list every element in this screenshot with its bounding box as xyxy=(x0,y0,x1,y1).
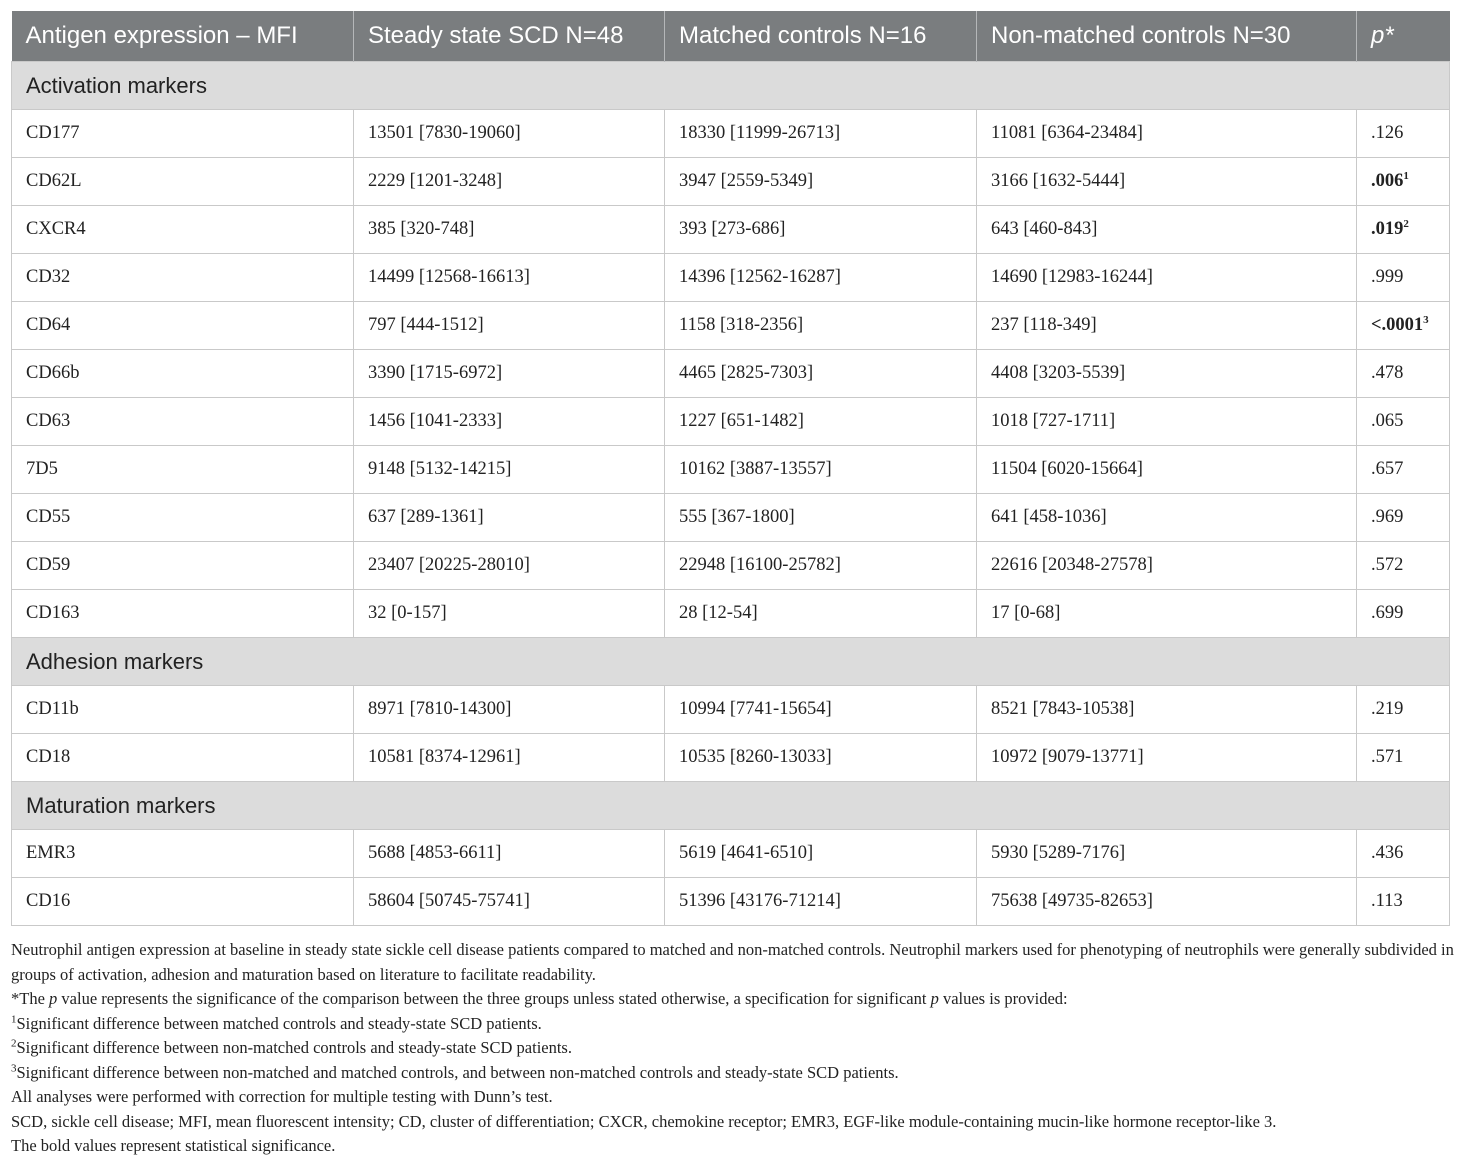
table-row xyxy=(12,878,1450,926)
antigen-expression-table-container xyxy=(11,11,1449,926)
p-value-cell xyxy=(1357,830,1450,878)
marker-cell: CD18 xyxy=(12,734,354,782)
p-value-cell xyxy=(1357,302,1450,350)
matched-value-cell: 4465 [2825-7303] xyxy=(665,350,977,398)
matched-value-cell: 10535 [8260-13033] xyxy=(665,734,977,782)
matched-value-cell: 14396 [12562-16287] xyxy=(665,254,977,302)
footnote-1 xyxy=(11,1012,1456,1037)
p-value-cell xyxy=(1357,446,1450,494)
p-value-cell xyxy=(1357,398,1450,446)
section-title: Activation markers xyxy=(12,62,1450,110)
p-value: .113 xyxy=(1371,891,1403,911)
section-row xyxy=(12,62,1450,110)
nonmatched-value-cell: 11081 [6364-23484] xyxy=(977,110,1357,158)
table-notes xyxy=(11,938,1456,1159)
nonmatched-value-cell: 17 [0-68] xyxy=(977,590,1357,638)
scd-value-cell: 1456 [1041-2333] xyxy=(354,398,665,446)
table-row xyxy=(12,542,1450,590)
table-body xyxy=(12,62,1450,926)
footnote-2-text: Significant difference between non-matched controls and steady-state SCD patients. xyxy=(16,1038,572,1057)
p-value: .999 xyxy=(1371,267,1404,287)
p-value-cell xyxy=(1357,734,1450,782)
section-row xyxy=(12,782,1450,830)
matched-value-cell: 10994 [7741-15654] xyxy=(665,686,977,734)
p-value: <.0001 xyxy=(1371,315,1424,335)
footnote-1-mark: 1 xyxy=(11,1013,17,1025)
marker-cell: CD163 xyxy=(12,590,354,638)
matched-value-cell: 28 [12-54] xyxy=(665,590,977,638)
table-header-row xyxy=(12,11,1450,62)
p-value: .006 xyxy=(1371,171,1404,191)
p-value: .065 xyxy=(1371,411,1404,431)
matched-value-cell: 3947 [2559-5349] xyxy=(665,158,977,206)
scd-value-cell: 10581 [8374-12961] xyxy=(354,734,665,782)
star-text-pre: The xyxy=(19,989,50,1008)
nonmatched-value-cell: 11504 [6020-15664] xyxy=(977,446,1357,494)
footnote-3-mark: 3 xyxy=(11,1062,17,1074)
header-p-value: p* xyxy=(1357,11,1450,62)
p-value-cell xyxy=(1357,878,1450,926)
marker-cell: EMR3 xyxy=(12,830,354,878)
scd-value-cell: 3390 [1715-6972] xyxy=(354,350,665,398)
table-row xyxy=(12,158,1450,206)
header-antigen-expression: Antigen expression – MFI xyxy=(12,11,354,62)
scd-value-cell: 8971 [7810-14300] xyxy=(354,686,665,734)
p-value: .436 xyxy=(1371,843,1404,863)
p-value-cell xyxy=(1357,590,1450,638)
nonmatched-value-cell: 10972 [9079-13771] xyxy=(977,734,1357,782)
star-text-post: values is provided: xyxy=(938,989,1068,1008)
p-value: .571 xyxy=(1371,747,1404,767)
scd-value-cell: 637 [289-1361] xyxy=(354,494,665,542)
table-row xyxy=(12,446,1450,494)
scd-value-cell: 32 [0-157] xyxy=(354,590,665,638)
table-row xyxy=(12,590,1450,638)
nonmatched-value-cell: 643 [460-843] xyxy=(977,206,1357,254)
scd-value-cell: 5688 [4853-6611] xyxy=(354,830,665,878)
header-non-matched-controls: Non-matched controls N=30 xyxy=(977,11,1357,62)
star-p-italic: p xyxy=(49,989,58,1008)
scd-value-cell: 2229 [1201-3248] xyxy=(354,158,665,206)
p-value: .478 xyxy=(1371,363,1404,383)
table-row xyxy=(12,350,1450,398)
header-matched-controls: Matched controls N=16 xyxy=(665,11,977,62)
notes-bold-meaning: The bold values represent statistical significance. xyxy=(11,1136,336,1155)
footnote-2-mark: 2 xyxy=(11,1037,17,1050)
scd-value-cell: 58604 [50745-75741] xyxy=(354,878,665,926)
star-p2-italic: p xyxy=(930,989,939,1008)
p-footnote-mark: 1 xyxy=(1403,169,1409,182)
notes-description: Neutrophil antigen expression at baseline in steady state sickle cell disease patients compared to matched and non-matched controls. Neutrophil markers used for phenotyping of neutrophils were generally subdivided in groups of activation, adhesion and maturation based on literature to facilitate readability. xyxy=(11,940,1454,984)
matched-value-cell: 18330 [11999-26713] xyxy=(665,110,977,158)
scd-value-cell: 23407 [20225-28010] xyxy=(354,542,665,590)
p-footnote-mark: 3 xyxy=(1423,313,1429,326)
matched-value-cell: 1227 [651-1482] xyxy=(665,398,977,446)
matched-value-cell: 51396 [43176-71214] xyxy=(665,878,977,926)
scd-value-cell: 9148 [5132-14215] xyxy=(354,446,665,494)
section-title: Maturation markers xyxy=(12,782,1450,830)
footnote-3 xyxy=(11,1061,1456,1086)
matched-value-cell: 555 [367-1800] xyxy=(665,494,977,542)
p-value-cell xyxy=(1357,110,1450,158)
p-value: .126 xyxy=(1371,123,1404,143)
p-value-cell xyxy=(1357,542,1450,590)
marker-cell: CD177 xyxy=(12,110,354,158)
table-row xyxy=(12,398,1450,446)
scd-value-cell: 13501 [7830-19060] xyxy=(354,110,665,158)
marker-cell: CD32 xyxy=(12,254,354,302)
marker-cell: CD62L xyxy=(12,158,354,206)
footnote-1-text: Significant difference between matched controls and steady-state SCD patients. xyxy=(16,1013,542,1033)
matched-value-cell: 1158 [318-2356] xyxy=(665,302,977,350)
p-value-cell xyxy=(1357,494,1450,542)
scd-value-cell: 14499 [12568-16613] xyxy=(354,254,665,302)
notes-dunn: All analyses were performed with correction for multiple testing with Dunn’s test. xyxy=(11,1087,553,1106)
p-value: .969 xyxy=(1371,507,1404,527)
p-value: .572 xyxy=(1371,555,1404,575)
nonmatched-value-cell: 4408 [3203-5539] xyxy=(977,350,1357,398)
marker-cell: CD11b xyxy=(12,686,354,734)
matched-value-cell: 5619 [4641-6510] xyxy=(665,830,977,878)
star-symbol: * xyxy=(11,989,20,1008)
antigen-expression-table xyxy=(11,11,1450,926)
table-row xyxy=(12,206,1450,254)
nonmatched-value-cell: 5930 [5289-7176] xyxy=(977,830,1357,878)
nonmatched-value-cell: 1018 [727-1711] xyxy=(977,398,1357,446)
table-row xyxy=(12,494,1450,542)
table-row xyxy=(12,830,1450,878)
nonmatched-value-cell: 3166 [1632-5444] xyxy=(977,158,1357,206)
footnote-3-text: Significant difference between non-matched and matched controls, and between non-matched controls and steady-state SCD patients. xyxy=(16,1062,899,1082)
scd-value-cell: 385 [320-748] xyxy=(354,206,665,254)
table-row xyxy=(12,110,1450,158)
marker-cell: CD64 xyxy=(12,302,354,350)
marker-cell: 7D5 xyxy=(12,446,354,494)
table-row xyxy=(12,254,1450,302)
p-value: .019 xyxy=(1371,219,1404,239)
marker-cell: CD59 xyxy=(12,542,354,590)
marker-cell: CD66b xyxy=(12,350,354,398)
marker-cell: CD16 xyxy=(12,878,354,926)
nonmatched-value-cell: 22616 [20348-27578] xyxy=(977,542,1357,590)
nonmatched-value-cell: 641 [458-1036] xyxy=(977,494,1357,542)
p-value-cell xyxy=(1357,254,1450,302)
p-value-cell xyxy=(1357,350,1450,398)
p-value: .219 xyxy=(1371,699,1404,719)
p-value: .657 xyxy=(1371,459,1404,479)
nonmatched-value-cell: 14690 [12983-16244] xyxy=(977,254,1357,302)
p-value: .699 xyxy=(1371,603,1404,623)
matched-value-cell: 393 [273-686] xyxy=(665,206,977,254)
marker-cell: CD63 xyxy=(12,398,354,446)
nonmatched-value-cell: 8521 [7843-10538] xyxy=(977,686,1357,734)
section-title: Adhesion markers xyxy=(12,638,1450,686)
scd-value-cell: 797 [444-1512] xyxy=(354,302,665,350)
marker-cell: CD55 xyxy=(12,494,354,542)
header-steady-state-scd: Steady state SCD N=48 xyxy=(354,11,665,62)
p-value-cell xyxy=(1357,158,1450,206)
matched-value-cell: 22948 [16100-25782] xyxy=(665,542,977,590)
p-footnote-mark: 2 xyxy=(1403,217,1409,230)
table-row xyxy=(12,734,1450,782)
star-text-mid: value represents the significance of the comparison between the three groups unless stated otherwise, a specification for significant xyxy=(57,989,931,1008)
section-row xyxy=(12,638,1450,686)
p-value-cell xyxy=(1357,686,1450,734)
table-row xyxy=(12,302,1450,350)
footnote-2 xyxy=(11,1036,1456,1061)
marker-cell: CXCR4 xyxy=(12,206,354,254)
matched-value-cell: 10162 [3887-13557] xyxy=(665,446,977,494)
notes-star-explanation xyxy=(11,987,1456,1012)
table-row xyxy=(12,686,1450,734)
nonmatched-value-cell: 75638 [49735-82653] xyxy=(977,878,1357,926)
nonmatched-value-cell: 237 [118-349] xyxy=(977,302,1357,350)
notes-abbreviations: SCD, sickle cell disease; MFI, mean fluorescent intensity; CD, cluster of differentiation; CXCR, chemokine receptor; EMR3, EGF-like module-containing mucin-like hormone receptor-like 3. xyxy=(11,1111,1277,1131)
p-value-cell xyxy=(1357,206,1450,254)
